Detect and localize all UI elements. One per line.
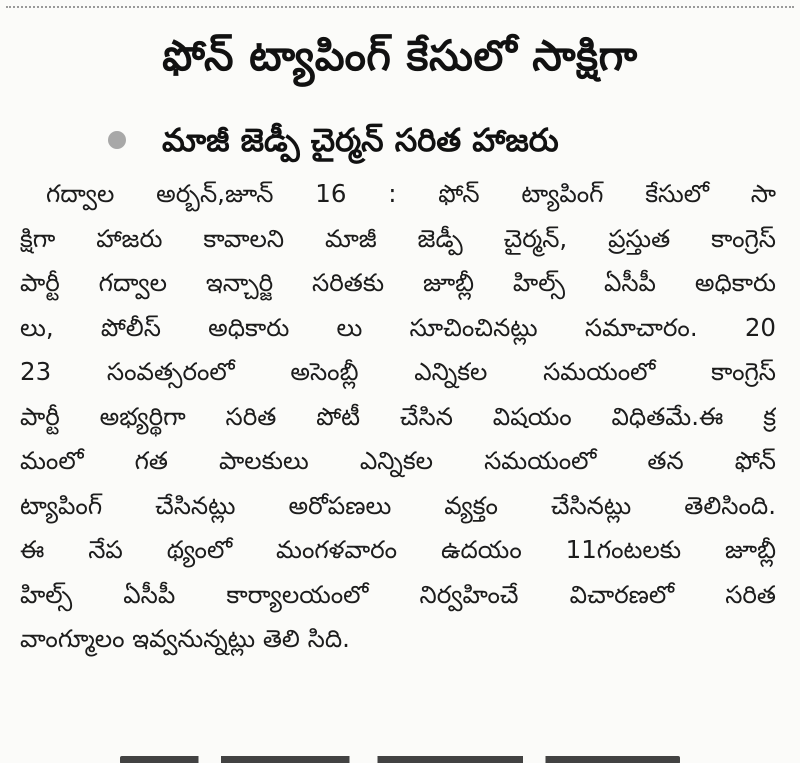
body-line: హిల్స్ ఏసీపీ కార్యాలయంలో నిర్వహించే విచారణలో సరిత xyxy=(20,579,776,609)
body-line: ఈ నేప థ్యంలో మంగళవారం ఉదయం 11గంటలకు జూబ్లీ xyxy=(20,535,776,564)
body-line: లు, పోలీస్ అధికారు లు సూచించినట్లు సమాచారం. 20 xyxy=(20,312,776,342)
bullet-dot-icon xyxy=(108,131,126,149)
article-headline: ఫోన్ ట్యాపింగ్ కేసులో సాక్షిగా xyxy=(162,31,638,80)
body-line: గద్వాల అర్బన్,జూన్ 16 : ఫోన్ ట్యాపింగ్ కేసులో సా xyxy=(46,179,776,208)
body-line: 23 సంవత్సరంలో అసెంబ్లీ ఎన్నికల సమయంలో కాంగ్రెస్ xyxy=(20,357,776,386)
body-line: పార్టీ గద్వాల ఇన్చార్జి సరితకు జూబ్లీ హిల్స్ ఏసీపీ అధికారు xyxy=(20,268,776,297)
top-dotted-rule xyxy=(6,6,794,8)
article-subheadline-row xyxy=(108,112,788,168)
article-subheadline: మాజీ జెడ్పీ చైర్మన్ సరిత హాజరు xyxy=(162,121,559,159)
article-body xyxy=(20,172,776,662)
body-line: ట్యాపింగ్ చేసినట్లు అరోపణలు వ్యక్తం చేసినట్లు తెలిసింది. xyxy=(20,490,776,520)
body-line: మంలో గత పాలకులు ఎన్నికల సమయంలో తన ఫోన్ xyxy=(20,446,776,475)
next-headline-cutoff xyxy=(120,748,680,763)
body-line: పార్టీ అభ్యర్థిగా సరిత పోటీ చేసిన విషయం విధితమే.ఈ క్ర xyxy=(20,401,776,431)
body-line: క్షిగా హాజరు కావాలని మాజీ జెడ్పీ చైర్మన్, ప్రస్తుత కాంగ్రెస్ xyxy=(20,223,776,253)
body-line: వాంగ్మూలం ఇవ్వనున్నట్లు తెలి సిది. xyxy=(20,624,350,653)
